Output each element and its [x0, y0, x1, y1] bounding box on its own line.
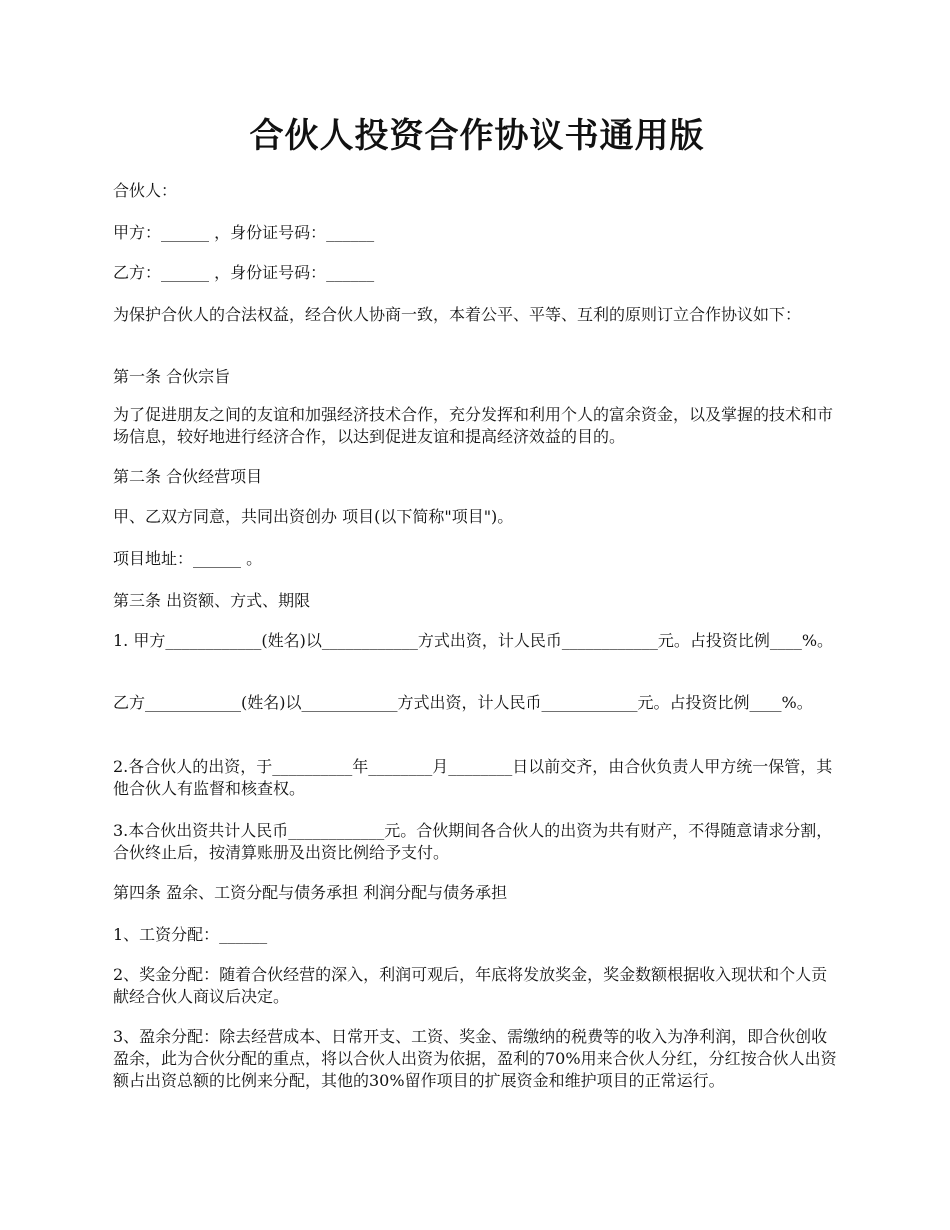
article-4-heading: 第四条 盈余、工资分配与债务承担 利润分配与债务承担	[113, 883, 508, 902]
article-2-body: 甲、乙双方同意，共同出资创办 项目(以下简称"项目")。	[113, 507, 514, 526]
contribution-deadline: 2.各合伙人的出资，于__________年________月________日以前交齐，由合伙负责人甲方统一保管，其他合伙人有监督和核查权。	[113, 757, 833, 798]
article-2-heading: 第二条 合伙经营项目	[113, 467, 263, 486]
project-address-line: 项目地址：______ 。	[113, 549, 263, 568]
salary-distribution: 1、工资分配：______	[113, 925, 268, 944]
article-3-heading: 第三条 出资额、方式、期限	[113, 591, 311, 610]
article-1-body: 为了促进朋友之间的友谊和加强经济技术合作，充分发挥和利用个人的富余资金，以及掌握的技术和市场信息，较好地进行经济合作，以达到促进友谊和提高经济效益的目的。	[113, 405, 834, 446]
party-a-line: 甲方：______ ，身份证号码：______	[113, 223, 375, 242]
partners-heading: 合伙人：	[113, 181, 178, 200]
bonus-distribution: 2、奖金分配：随着合伙经营的深入，利润可观后，年底将发放奖金，奖金数额根据收入现状和个人贡献经合伙人商议后决定。	[113, 965, 828, 1006]
preamble-paragraph: 为保护合伙人的合法权益，经合伙人协商一致，本着公平、平等、互利的原则订立合作协议如下：	[113, 305, 802, 324]
surplus-distribution: 3、盈余分配：除去经营成本、日常开支、工资、奖金、需缴纳的税费等的收入为净利润，即合伙创收盈余，此为合伙分配的重点，将以合伙人出资为依据，盈利的70%用来合伙人分红，分红按合伙人出资额占出资总额的比例来分配，其他的30%留作项目的扩展资金和维护项目的正常运行。	[113, 1027, 837, 1090]
total-contribution: 3.本合伙出资共计人民币____________元。合伙期间各合伙人的出资为共有财产，不得随意请求分割，合伙终止后，按清算账册及出资比例给予支付。	[113, 821, 833, 862]
article-1-heading: 第一条 合伙宗旨	[113, 367, 231, 386]
party-a-contribution: 1. 甲方____________(姓名)以____________方式出资，计人民币____________元。占投资比例____%。	[113, 631, 834, 650]
document-title: 合伙人投资合作协议书通用版	[249, 116, 705, 156]
party-b-line: 乙方：______ ，身份证号码：______	[113, 263, 375, 282]
party-b-contribution: 乙方____________(姓名)以____________方式出资，计人民币____________元。占投资比例____%。	[113, 693, 813, 712]
